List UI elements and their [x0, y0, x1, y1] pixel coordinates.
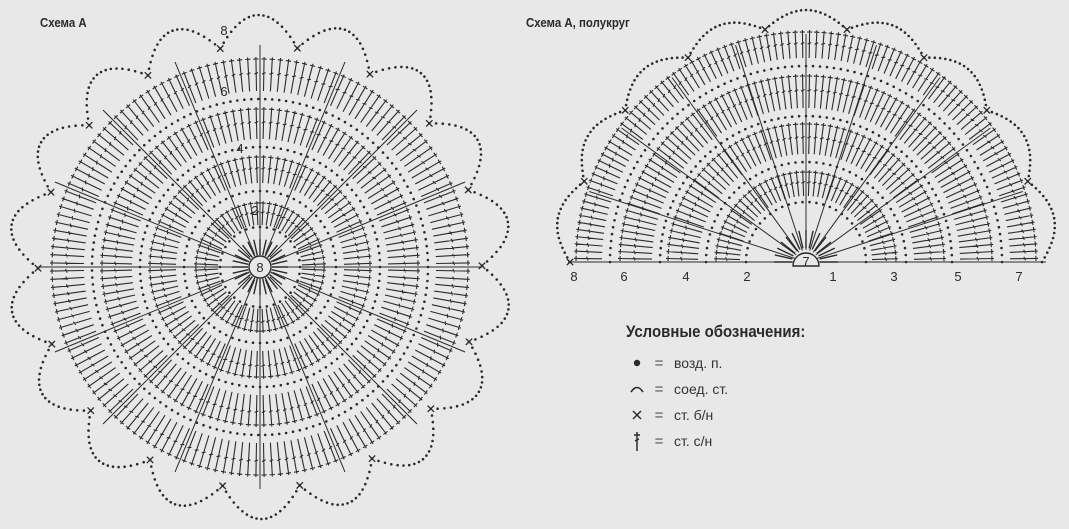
row-label: 7 — [1015, 269, 1023, 284]
row-label: 1 — [829, 269, 837, 284]
row-label: 8 — [570, 269, 578, 284]
full-circle-chart — [11, 15, 508, 519]
legend-item-slip — [626, 376, 830, 402]
legend-equals: = — [654, 354, 664, 372]
chain-dot-icon — [626, 352, 648, 374]
full-chart-title: Схема А — [40, 15, 87, 30]
legend-equals: = — [654, 432, 664, 450]
legend-item-sc — [626, 402, 830, 428]
row-label: 4 — [236, 141, 244, 156]
half-chart-title: Схема А, полукруг — [526, 15, 630, 30]
row-label: 5 — [954, 269, 962, 284]
legend-label: возд. п. — [674, 355, 723, 371]
legend-equals: = — [654, 406, 664, 424]
legend-label: ст. б/н — [674, 407, 714, 423]
center-label: 7 — [802, 254, 810, 269]
half-circle-chart — [557, 10, 1054, 284]
row-label: 4 — [682, 269, 690, 284]
legend-item-chain — [626, 350, 830, 376]
legend-label: ст. с/н — [674, 433, 713, 449]
center-label: 8 — [256, 260, 264, 275]
double-crochet-icon — [626, 430, 648, 452]
row-label: 2 — [251, 203, 259, 218]
legend-label: соед. ст. — [674, 381, 729, 397]
radial-spokes — [578, 34, 1034, 262]
row-label: 6 — [220, 84, 228, 99]
legend — [626, 322, 830, 454]
legend-item-dc — [626, 428, 830, 454]
legend-equals: = — [654, 380, 664, 398]
row-label: 6 — [620, 269, 628, 284]
cross-icon — [626, 404, 648, 426]
slip-stitch-arc-icon — [626, 378, 648, 400]
row-label: 8 — [220, 23, 228, 38]
row-label: 3 — [890, 269, 898, 284]
row-label: 2 — [743, 269, 751, 284]
legend-title: Условные обозначения: — [626, 322, 806, 341]
